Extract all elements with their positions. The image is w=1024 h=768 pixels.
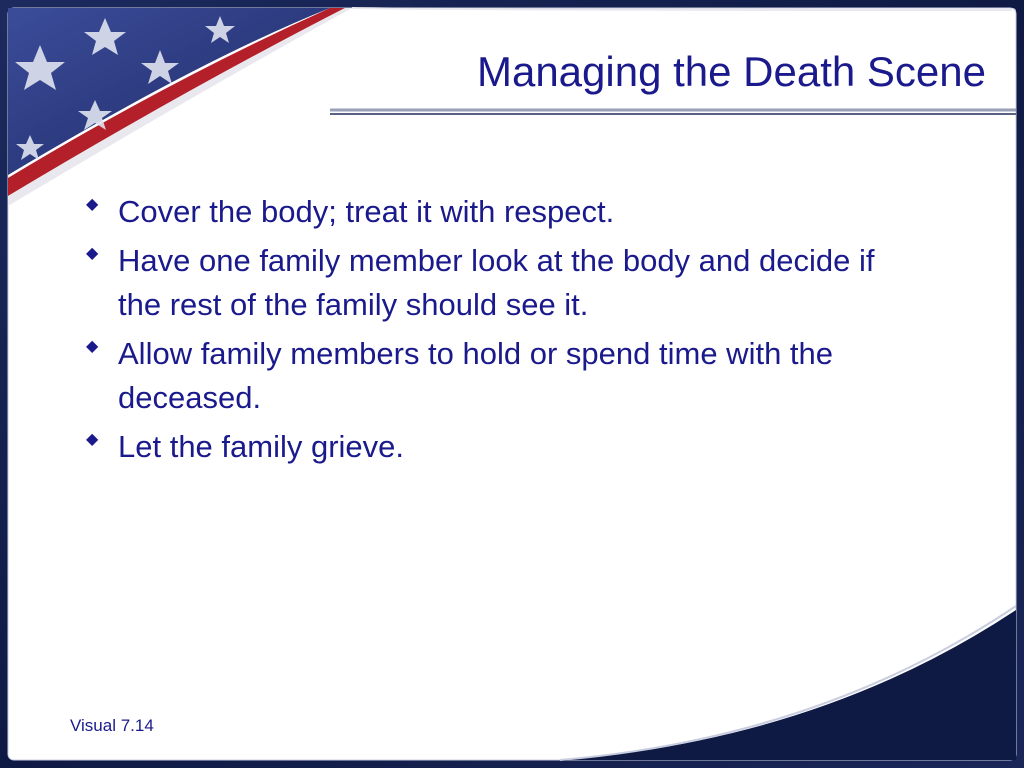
bullet-text: Allow family members to hold or spend time with the deceased.: [118, 336, 834, 415]
bullet-text: Have one family member look at the body and decide if the rest of the family should see it.: [118, 243, 875, 322]
diamond-bullet-icon: ◆: [86, 338, 99, 355]
list-item: [80, 190, 920, 234]
bullet-text: Cover the body; treat it with respect.: [118, 194, 615, 229]
bullet-list: [80, 190, 920, 474]
list-item: [80, 425, 920, 469]
list-item: [80, 332, 920, 420]
list-item: [80, 239, 920, 327]
bullet-text: Let the family grieve.: [118, 429, 405, 464]
american-flag-stars-icon: [8, 8, 1012, 206]
diamond-bullet-icon: ◆: [86, 245, 99, 262]
diamond-bullet-icon: ◆: [86, 196, 99, 213]
slide-title: Managing the Death Scene: [476, 48, 986, 95]
slide-footer: Visual 7.14: [70, 716, 154, 735]
diamond-bullet-icon: ◆: [86, 431, 99, 448]
